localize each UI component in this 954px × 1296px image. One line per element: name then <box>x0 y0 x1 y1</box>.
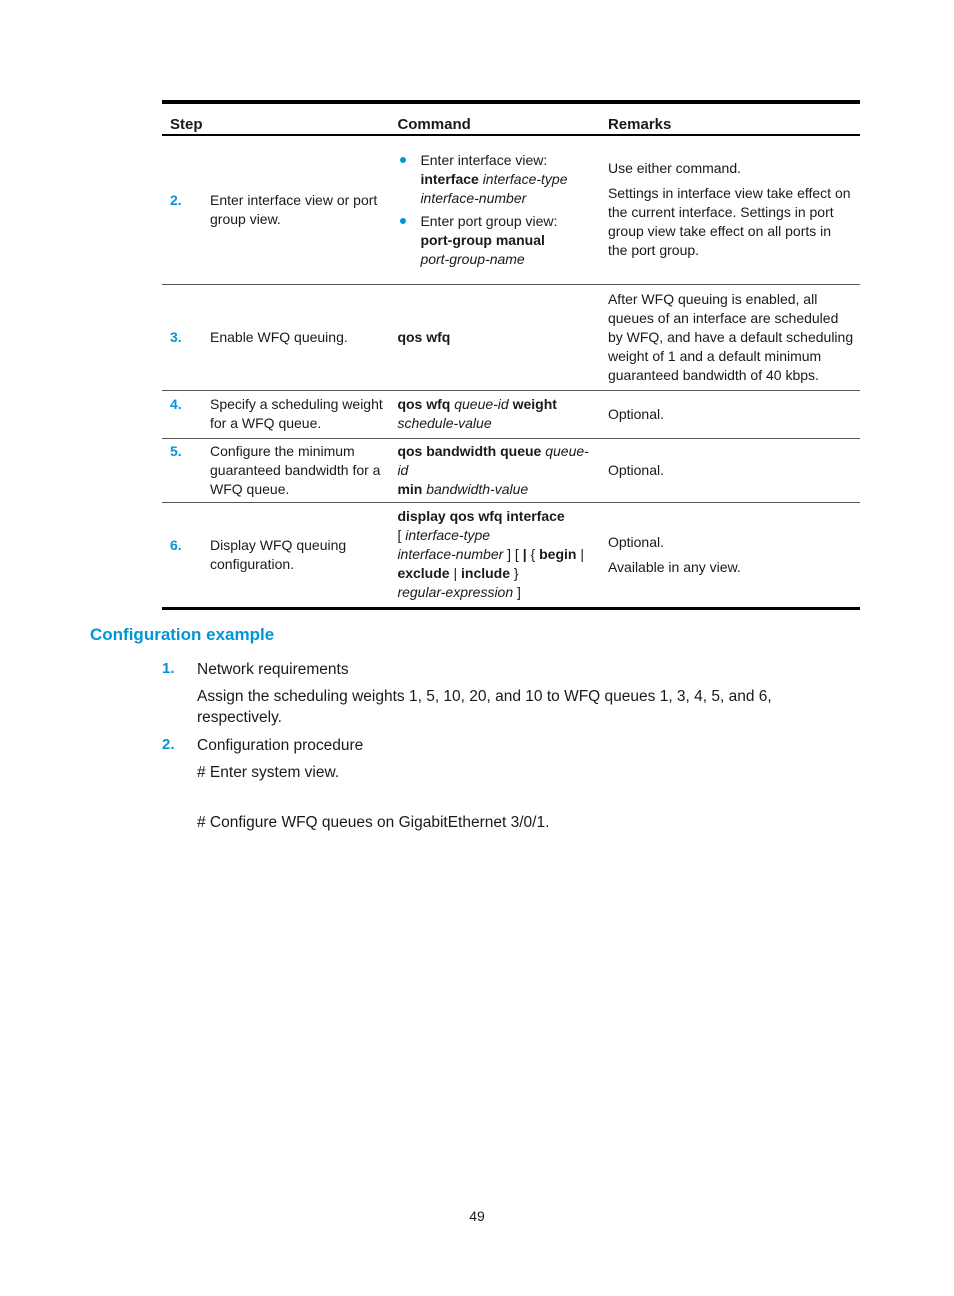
paragraph: Assign the scheduling weights 1, 5, 10, 20, and 10 to WFQ queues 1, 3, 4, 5, and 6, respectively. <box>197 688 772 726</box>
section-title: Configuration example <box>90 625 275 644</box>
table-row <box>162 502 860 608</box>
command-cell <box>397 135 600 284</box>
command-cell <box>397 438 600 502</box>
command-argument: queue-id <box>397 442 589 478</box>
command-keyword: interface <box>420 170 479 187</box>
command-keyword: min <box>397 480 423 497</box>
table-row <box>162 438 860 502</box>
step-cell <box>162 502 397 608</box>
table-row <box>162 390 860 438</box>
step-cell <box>162 284 397 390</box>
command-argument: port-group-name <box>420 250 525 267</box>
steps-table <box>162 100 860 610</box>
step-description: Configure the minimum guaranteed bandwidth for a WFQ queue. <box>210 442 381 497</box>
paragraph: # Enter system view. <box>197 764 340 781</box>
command-argument: interface-number <box>420 189 527 206</box>
header-step: Step <box>162 102 397 135</box>
command-argument: interface-number <box>397 546 504 562</box>
command-label: Enter port group view: <box>420 212 558 229</box>
remark-text: Optional. <box>607 405 665 422</box>
header-command: Command <box>397 102 600 135</box>
command-keyword: weight <box>512 396 557 412</box>
remark-text: Settings in interface view take effect on the current interface. Settings in port group view take effect on all ports in the port group. <box>607 185 851 259</box>
step-description: Display WFQ queuing configuration. <box>210 536 347 572</box>
step-cell <box>162 390 397 438</box>
table-row <box>162 135 860 284</box>
command-keyword: qos wfq <box>397 328 451 345</box>
step-number: 3. <box>170 328 182 345</box>
command-argument: queue-id <box>454 396 509 412</box>
step-cell <box>162 438 397 502</box>
command-cell: display qos wfq interface [ interface-type interface-number ] [ | { begin | exclude | include } regular-expression ] <box>397 502 600 608</box>
remarks-cell <box>600 502 860 608</box>
remark-text: Use either command. <box>607 160 742 177</box>
command-keyword: include <box>461 565 511 581</box>
remarks-cell <box>600 390 860 438</box>
list-item-title: Configuration procedure <box>197 737 364 754</box>
command-cell <box>397 284 600 390</box>
paragraph: # Configure WFQ queues on GigabitEthernet 3/0/1. <box>197 814 550 831</box>
command-argument: interface-type <box>482 170 568 187</box>
list-item-title: Network requirements <box>197 661 349 678</box>
step-number: 5. <box>170 442 182 459</box>
remark-text: Optional. <box>607 461 665 478</box>
remark-text: Optional. <box>607 533 665 550</box>
command-argument: bandwidth-value <box>426 480 529 497</box>
step-description: Specify a scheduling weight for a WFQ queue. <box>210 396 383 431</box>
command-argument: regular-expression <box>397 584 514 600</box>
command-keyword: port-group manual <box>420 231 545 248</box>
command-argument: interface-type <box>405 527 491 543</box>
step-cell <box>162 135 397 284</box>
command-keyword: display qos wfq interface <box>397 508 565 524</box>
command-keyword: | <box>522 546 527 562</box>
remarks-cell <box>600 135 860 284</box>
command-keyword: exclude <box>397 565 450 581</box>
header-remarks: Remarks <box>600 102 860 135</box>
command-keyword: qos bandwidth queue <box>397 442 542 459</box>
remarks-cell <box>600 438 860 502</box>
remark-text: After WFQ queuing is enabled, all queues of an interface are scheduled by WFQ, and have a default scheduling weight of 1 and a default minimum guaranteed bandwidth of 40 kbps. <box>607 290 854 383</box>
remarks-cell <box>600 284 860 390</box>
command-cell <box>397 390 600 438</box>
step-number: 4. <box>170 396 182 412</box>
step-number: 2. <box>170 191 182 208</box>
list-number: 1. <box>162 660 175 677</box>
command-label: Enter interface view: <box>420 151 548 168</box>
command-keyword: qos wfq <box>397 396 451 412</box>
page-number: 49 <box>469 1208 485 1224</box>
step-number: 6. <box>170 536 182 553</box>
table-row <box>162 284 860 390</box>
command-argument: schedule-value <box>397 415 492 431</box>
step-description: Enter interface view or port group view. <box>210 191 378 227</box>
step-description: Enable WFQ queuing. <box>210 328 348 345</box>
command-keyword: begin <box>539 546 577 562</box>
list-item <box>397 212 592 269</box>
list-item <box>397 151 592 208</box>
remark-text: Available in any view. <box>607 558 741 575</box>
list-number: 2. <box>162 736 175 753</box>
